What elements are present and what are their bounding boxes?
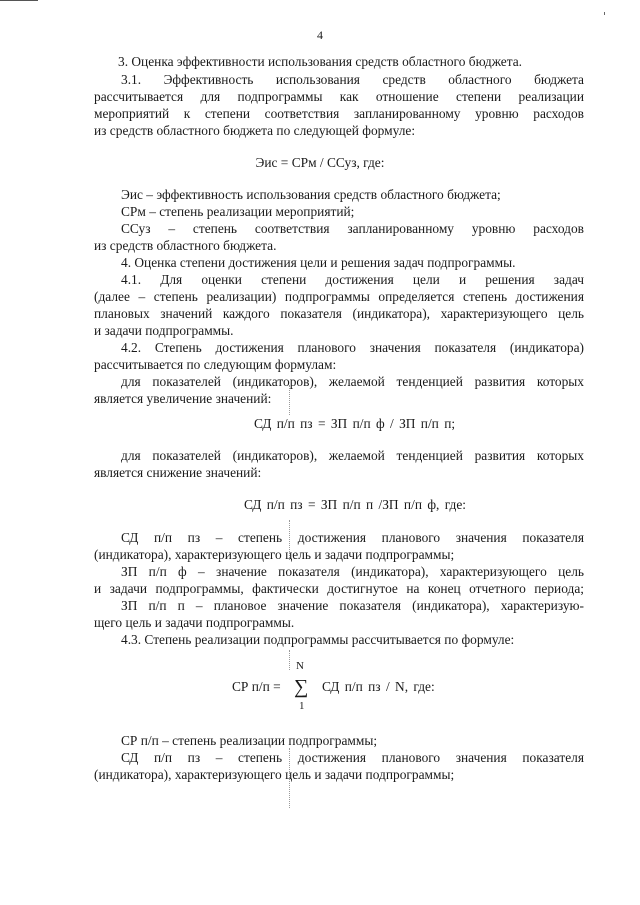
text-line: и задачи подпрограммы, фактически достигнутое на конец отчетного периода; <box>94 581 584 596</box>
text-line: щего цель и задачи подпрограммы. <box>94 615 295 630</box>
text-line: из средств областного бюджета по следующей формуле: <box>94 123 416 138</box>
page-number: 4 <box>317 28 323 42</box>
text-line: для показателей (индикаторов), желаемой тенденцией развития которых <box>121 448 584 463</box>
sum-upper-limit: N <box>296 660 304 672</box>
formula-sum-right: СД п/п пз / N, где: <box>322 679 435 694</box>
para-3-1: 3.1. Эффективность использования средств областного бюджета <box>121 72 584 87</box>
text-line: (далее – степень реализации) подпрограммы определяется степень достижения <box>94 289 584 304</box>
para-4-1: 4.1. Для оценки степени достижения цели и решения задач <box>121 272 584 287</box>
text-line: рассчитывается по следующим формулам: <box>94 357 337 372</box>
definition-srm: СРм – степень реализации мероприятий; <box>121 204 355 219</box>
text-line: рассчитывается для подпрограммы как отношение степени реализации <box>94 89 584 104</box>
sum-lower-limit: 1 <box>299 700 305 712</box>
text-line: мероприятий к степени соответствия запланированному уровню расходов <box>94 106 584 121</box>
definition-zp-p: ЗП п/п п – плановое значение показателя (индикатора), характеризую- <box>121 598 584 613</box>
formula-sd-increase: СД п/п пз = ЗП п/п ф / ЗП п/п п; <box>254 416 456 431</box>
text-line: является снижение значений: <box>94 465 262 480</box>
definition-sd: СД п/п пз – степень достижения планового значения показателя <box>121 530 584 545</box>
para-4-2: 4.2. Степень достижения планового значения показателя (индикатора) <box>121 340 584 355</box>
definition-sd-2: СД п/п пз – степень достижения планового значения показателя <box>121 750 584 765</box>
formula-eis: Эис = СРм / ССуз, где: <box>255 155 385 170</box>
definition-sr: СР п/п – степень реализации подпрограммы; <box>121 733 378 748</box>
text-line: является увеличение значений: <box>94 391 272 406</box>
formula-sd-decrease: СД п/п пз = ЗП п/п п /ЗП п/п ф, где: <box>244 497 467 512</box>
text-line: из средств областного бюджета. <box>94 238 277 253</box>
text-line: (индикатора), характеризующего цель и задачи подпрограммы; <box>94 547 455 562</box>
definition-ssuz: ССуз – степень соответствия запланированному уровню расходов <box>121 221 584 236</box>
text-line: плановых значений каждого показателя (индикатора), характеризующего цель <box>94 306 584 321</box>
para-4-3: 4.3. Степень реализации подпрограммы рассчитывается по формуле: <box>121 632 515 647</box>
heading-section-4: 4. Оценка степени достижения цели и решения задач подпрограммы. <box>121 255 516 270</box>
scan-artifact <box>289 385 291 415</box>
scan-artifact <box>289 650 291 670</box>
text-line: для показателей (индикаторов), желаемой тенденцией развития которых <box>121 374 584 389</box>
definition-eis: Эис – эффективность использования средств областного бюджета; <box>121 187 501 202</box>
formula-sum-left: СР п/п = <box>232 679 281 694</box>
scan-artifact <box>289 748 291 808</box>
scan-speck <box>604 12 605 15</box>
heading-section-3: 3. Оценка эффективности использования средств областного бюджета. <box>118 54 523 69</box>
text-line: и задачи подпрограммы. <box>94 323 234 338</box>
top-edge-mark <box>0 0 38 1</box>
definition-zp-f: ЗП п/п ф – значение показателя (индикатора), характеризующего цель <box>121 564 584 579</box>
sigma-symbol: ∑ <box>294 676 309 698</box>
scan-artifact <box>289 520 291 560</box>
text-line: (индикатора), характеризующего цель и задачи подпрограммы; <box>94 767 455 782</box>
